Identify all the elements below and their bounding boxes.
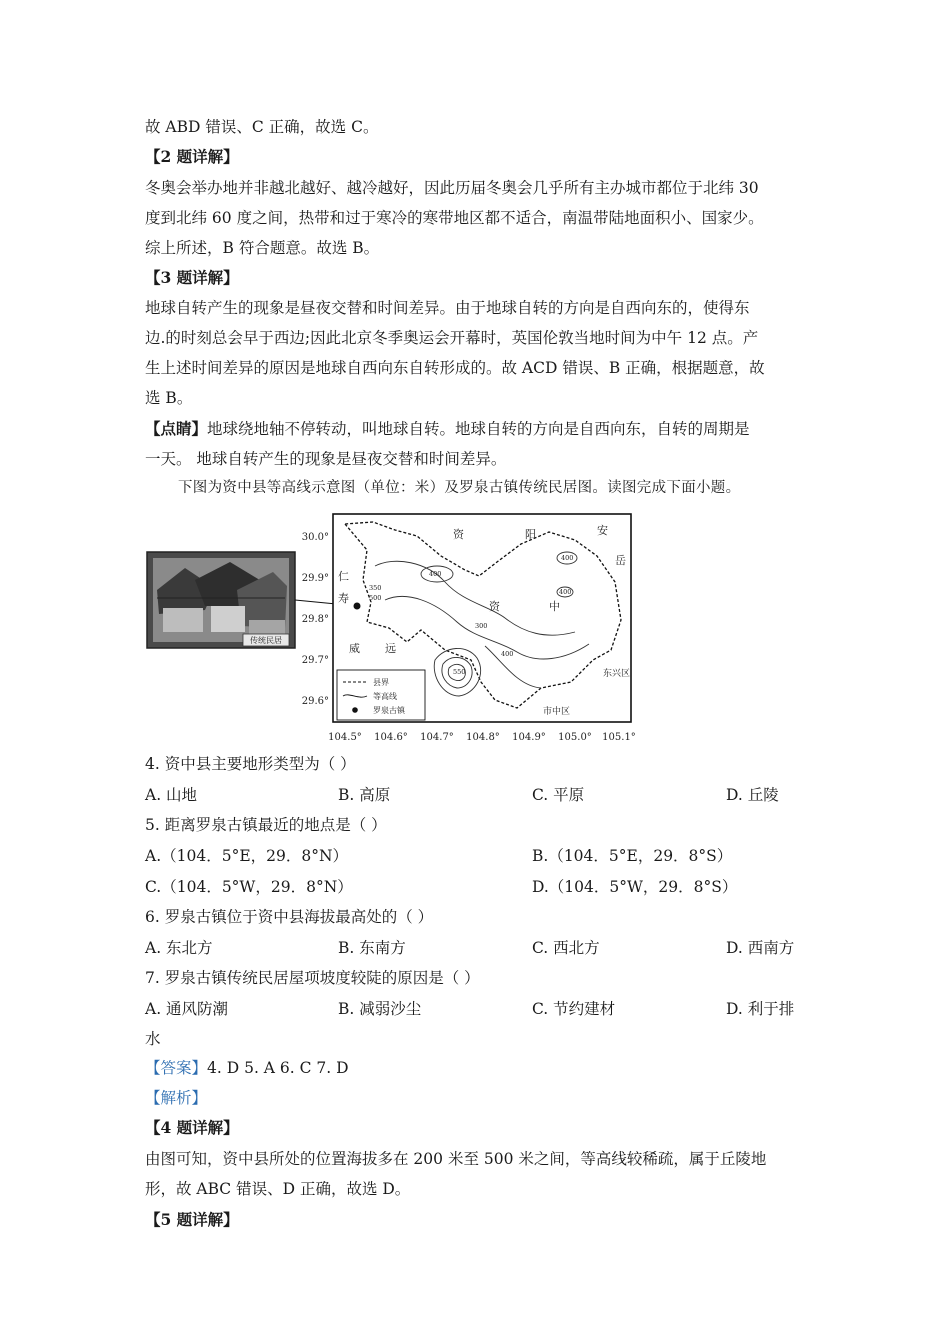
region-an: 安 [597,524,608,537]
paragraph-q2-line3: 综上所述，B 符合题意。故选 B。 [145,239,380,257]
region-dongxing: 东兴区 [603,669,631,679]
region-yuan: 远 [385,642,396,655]
region-ren: 仁 [338,570,349,583]
answer-text: 4. D 5. A 6. C 7. D [207,1059,349,1077]
contour-label-3: 500 [369,594,382,602]
q7-option-c[interactable]: C. 节约建材 [532,1000,616,1018]
paragraph-q4-line1: 由图可知，资中县所处的位置海拔多在 200 米至 500 米之间，等高线较稀疏，属于丘陵地 [145,1150,767,1168]
paragraph-q3-line3: 生上述时间差异的原因是地球自西向东自转形成的。故 ACD 错误、B 正确，根据题意，故 [145,359,765,377]
lat-label-29-8: 29.8° [301,614,329,625]
heading-q5-detail: 【5 题详解】 [145,1210,239,1229]
paragraph-q4-line2: 形，故 ABC 错误、D 正确，故选 D。 [145,1180,411,1198]
paragraph-q3-line2: 边.的时刻总会早于西边;因此北京冬季奥运会开幕时，英国伦敦当地时间为中午 12 点。产 [145,329,759,347]
q7-option-a[interactable]: A. 通风防潮 [145,1000,229,1018]
heading-q4-detail: 【4 题详解】 [145,1118,239,1137]
q6-stem: 6. 罗泉古镇位于资中县海拔最高处的（ ） [145,908,434,926]
contour-map-svg [145,510,640,746]
q4-option-b[interactable]: B. 高原 [338,786,391,804]
paragraph-q2-line1: 冬奥会举办地并非越北越好、越冷越好，因此历届冬奥会几乎所有主办城市都位于北纬 30 [145,179,759,197]
q4-stem: 4. 资中县主要地形类型为（ ） [145,755,356,773]
tip-line1 [145,418,750,440]
q5-option-d[interactable]: D.（104．5°W，29．8°S） [532,878,738,896]
region-zi-1: 资 [453,528,464,541]
region-zi-2: 资 [489,600,500,613]
contour-label-6: 300 [475,622,488,630]
legend-town: 罗泉古镇 [373,706,405,715]
q4-option-c[interactable]: C. 平原 [532,786,585,804]
q4-option-a[interactable]: A. 山地 [145,786,198,804]
region-wei: 威 [349,642,360,655]
region-shizhong: 市中区 [543,707,571,717]
q5-option-a[interactable]: A.（104．5°E，29．8°N） [145,847,349,865]
lon-label-104-6: 104.6° [374,732,408,743]
tip-text: 地球绕地轴不停转动，叫地球自转。地球自转的方向是自西向东，自转的周期是 [207,420,750,438]
contour-label-5: 400 [559,588,572,596]
lat-label-29-6: 29.6° [301,696,329,707]
contour-label-2: 350 [369,584,382,592]
contour-label-4: 400 [561,554,574,562]
q6-option-b[interactable]: B. 东南方 [338,939,406,957]
region-zhong: 中 [549,600,560,613]
region-yang: 阳 [525,528,536,541]
answer-line [145,1057,349,1079]
q7-option-d-wrap: 水 [145,1030,161,1048]
q6-option-d[interactable]: D. 西南方 [726,939,795,957]
lon-label-105-0: 105.0° [558,732,592,743]
q5-stem: 5. 距离罗泉古镇最近的地点是（ ） [145,816,387,834]
q7-option-d[interactable]: D. 利于排 [726,1000,795,1018]
paragraph-conclusion-1: 故 ABD 错误、C 正确，故选 C。 [145,118,379,136]
q5-option-b[interactable]: B.（104．5°E，29．8°S） [532,847,733,865]
legend-contour: 等高线 [373,692,397,701]
figure-intro: 下图为资中县等高线示意图（单位：米）及罗泉古镇传统民居图。读图完成下面小题。 [178,480,741,496]
luoquan-town-marker [354,603,361,610]
q7-option-b[interactable]: B. 减弱沙尘 [338,1000,422,1018]
q5-option-c[interactable]: C.（104．5°W，29．8°N） [145,878,353,896]
analysis-label: 【解析】 [145,1089,208,1107]
map-legend [337,670,425,720]
region-shou: 寿 [338,592,349,605]
q6-option-a[interactable]: A. 东北方 [145,939,213,957]
photo-caption: 传统民居 [250,636,282,645]
contour-label-1: 400 [429,570,442,578]
heading-q3-detail: 【3 题详解】 [145,268,239,287]
traditional-house-photo [147,552,295,648]
lon-label-104-7: 104.7° [420,732,454,743]
figure-contour-map [145,510,640,746]
lon-label-104-8: 104.8° [466,732,500,743]
lon-label-104-5: 104.5° [328,732,362,743]
region-yue: 岳 [615,554,626,567]
tip-label: 【点睛】 [145,419,208,438]
paragraph-q3-line1: 地球自转产生的现象是昼夜交替和时间差异。由于地球自转的方向是自西向东的，使得东 [145,299,750,317]
legend-county-border: 县界 [373,678,389,687]
q7-stem: 7. 罗泉古镇传统民居屋项坡度较陡的原因是（ ） [145,969,480,987]
lon-label-104-9: 104.9° [512,732,546,743]
heading-q2-detail: 【2 题详解】 [145,147,239,166]
answer-label: 【答案】 [145,1059,208,1077]
lat-label-29-7: 29.7° [301,655,329,666]
paragraph-q2-line2: 度到北纬 60 度之间，热带和过于寒冷的寒带地区都不适合，南温带陆地面积小、国家少。 [145,209,764,227]
lon-label-105-1: 105.1° [602,732,636,743]
lat-label-29-9: 29.9° [301,573,329,584]
q4-option-d[interactable]: D. 丘陵 [726,786,779,804]
tip-line2: 一天。 地球自转产生的现象是昼夜交替和时间差异。 [145,450,507,468]
paragraph-q3-line4: 选 B。 [145,389,193,407]
contour-label-7: 400 [501,650,514,658]
contour-label-8: 550 [453,668,466,676]
q6-option-c[interactable]: C. 西北方 [532,939,600,957]
lat-label-30-0: 30.0° [301,532,329,543]
